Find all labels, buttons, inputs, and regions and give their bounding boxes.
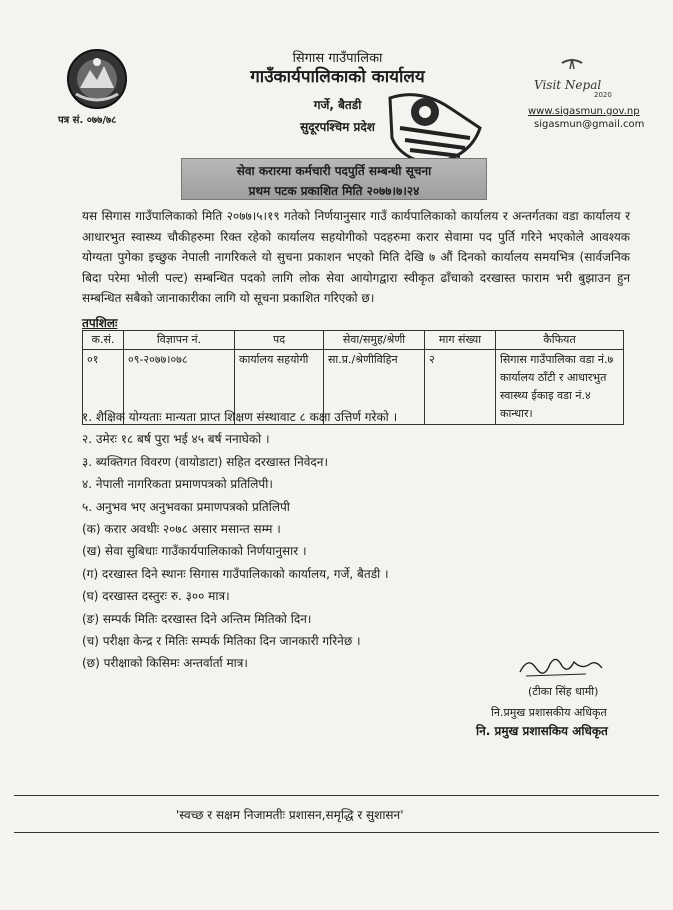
col-remarks: कैफियत <box>496 331 624 350</box>
conditions-list <box>82 406 397 675</box>
footer-divider-top <box>14 795 659 796</box>
list-item: (छ) परीक्षाको किसिमः अन्तर्वार्ता मात्र। <box>82 656 248 671</box>
list-item: (ग) दरखास्त दिने स्थानः सिगास गाउँपालिकाको कार्यालय, गर्जे, बैतडी । <box>82 566 389 581</box>
website-link[interactable]: www.sigasmun.gov.np <box>528 106 640 117</box>
list-item: ५. अनुभव भए अनुभवका प्रमाणपत्रको प्रतिलिपी <box>82 499 290 514</box>
cell-remarks: सिगास गाउँपालिका वडा नं.७ कार्यालय ठाँटी र आधारभुत स्वास्थ्य ईकाइ वडा नं.४ कान्धार। <box>496 350 624 425</box>
notice-banner <box>181 158 487 200</box>
visit-nepal-text: Visit Nepal <box>534 78 602 92</box>
col-service: सेवा/समुह/श्रेणी <box>324 331 425 350</box>
cell-count: २ <box>425 350 496 425</box>
col-count: माग संख्या <box>425 331 496 350</box>
visit-nepal-logo <box>532 55 632 100</box>
cell-service: सा.प्र./श्रेणीविहिन <box>324 350 425 425</box>
list-item: ४. नेपाली नागरिकता प्रमाणपत्रको प्रतिलिपी। <box>82 477 273 492</box>
list-item: (क) करार अवधीः २०७८ असार मसान्त सम्म । <box>82 521 281 536</box>
list-item: (च) परीक्षा केन्द्र र मितिः सम्पर्क मितिका दिन जानकारी गरिनेछ । <box>82 633 361 648</box>
list-item: १. शैक्षिक योग्यताः मान्यता प्राप्त शिक्षण संस्थावाट ८ कक्षा उत्तिर्ण गरेको । <box>82 410 398 424</box>
list-item: (घ) दरखास्त दस्तुरः रु. ३०० मात्र। <box>82 589 230 604</box>
list-item: ३. ब्यक्तिगत विवरण (वायोडाटा) सहित दरखास्त निवेदन। <box>82 454 328 469</box>
office-stamp <box>380 88 490 168</box>
reference-number: पत्र सं. ०७७/७८ <box>58 115 117 126</box>
signatory-title: नि.प्रमुख प्रशासकीय अधिकृत <box>491 706 607 719</box>
col-serial: क.सं. <box>83 331 124 350</box>
visit-nepal-year: 2020 <box>594 91 612 99</box>
footer-divider-bottom <box>14 832 659 833</box>
office-title: गाउँकार्यपालिकाको कार्यालय <box>250 67 425 87</box>
list-item: २. उमेरः १८ बर्ष पुरा भई ४५ बर्ष ननाघेको । <box>82 432 270 447</box>
office-address: गर्जे, बैतडी <box>313 98 362 112</box>
col-ad-number: विज्ञापन नं. <box>124 331 235 350</box>
signatory-title-bold: नि. प्रमुख प्रशासकिय अधिकृत <box>476 724 608 738</box>
list-item: (ङ) सम्पर्क मितिः दरखास्त दिने अन्तिम मितिको दिन। <box>82 611 312 626</box>
cell-post: कार्यालय सहयोगी <box>235 350 324 425</box>
list-item: (ख) सेवा सुबिधाः गाउँकार्यपालिकाको निर्णयानुसार । <box>82 544 307 559</box>
banner-publish-date: प्रथम पटक प्रकाशित मिति २०७७।७।२४ <box>248 184 420 198</box>
nepal-government-emblem <box>66 48 128 110</box>
col-post: पद <box>235 331 324 350</box>
cell-ad-number: ०९-२०७७।०७८ <box>124 350 235 425</box>
province-name: सुदूरपश्चिम प्रदेश <box>300 120 375 134</box>
details-label: तपशिलः <box>82 316 118 330</box>
notice-paragraph: यस सिगास गाउँपालिकाको मिति २०७७।५।१९ गतेको निर्णयानुसार गाउँ कार्यपालिकाको कार्यालय र अन्तर्गतका वडा कार्यालय र आधारभुत स्वास्थ्य चौकीहरुमा रिक्त रहेको कार्यालय सहयोगीको पदहरुमा करार सेवामा पद पुर्ति गरिने भएकोले आवश्यक योग्यता पुगेका इच्छुक नेपाली नागरिकले यो सुचना प्रकाशन भएको मिति देखि ७ औं दिनको कार्यालय समयभित्र (सार्वजनिक बिदा परेमा भोली पल्ट) सम्बन्धित पदको लागि लोक सेवा आयोगद्वारा स्वीकृत ढाँचाको दरखास्त फाराम भरी बुझाउन हुन सम्बन्धित सबैको जानाकारीका लागि यो सूचना प्रकाशित गरिएको छ। <box>82 209 630 306</box>
signature <box>516 650 606 680</box>
signatory-name: (टीका सिंह धामी) <box>528 685 599 698</box>
table-header-row <box>83 331 624 350</box>
municipality-name: सिगास गाउँपालिका <box>292 51 383 66</box>
banner-title: सेवा करारमा कर्मचारी पदपुर्ति सम्बन्धी सूचना <box>236 164 432 178</box>
cell-serial: ०१ <box>83 350 124 425</box>
footer-motto: 'स्वच्छ र सक्षम निजामतीः प्रशासन,समृद्धि र सुशासन' <box>176 808 404 822</box>
email-address[interactable]: sigasmun@gmail.com <box>534 119 645 130</box>
